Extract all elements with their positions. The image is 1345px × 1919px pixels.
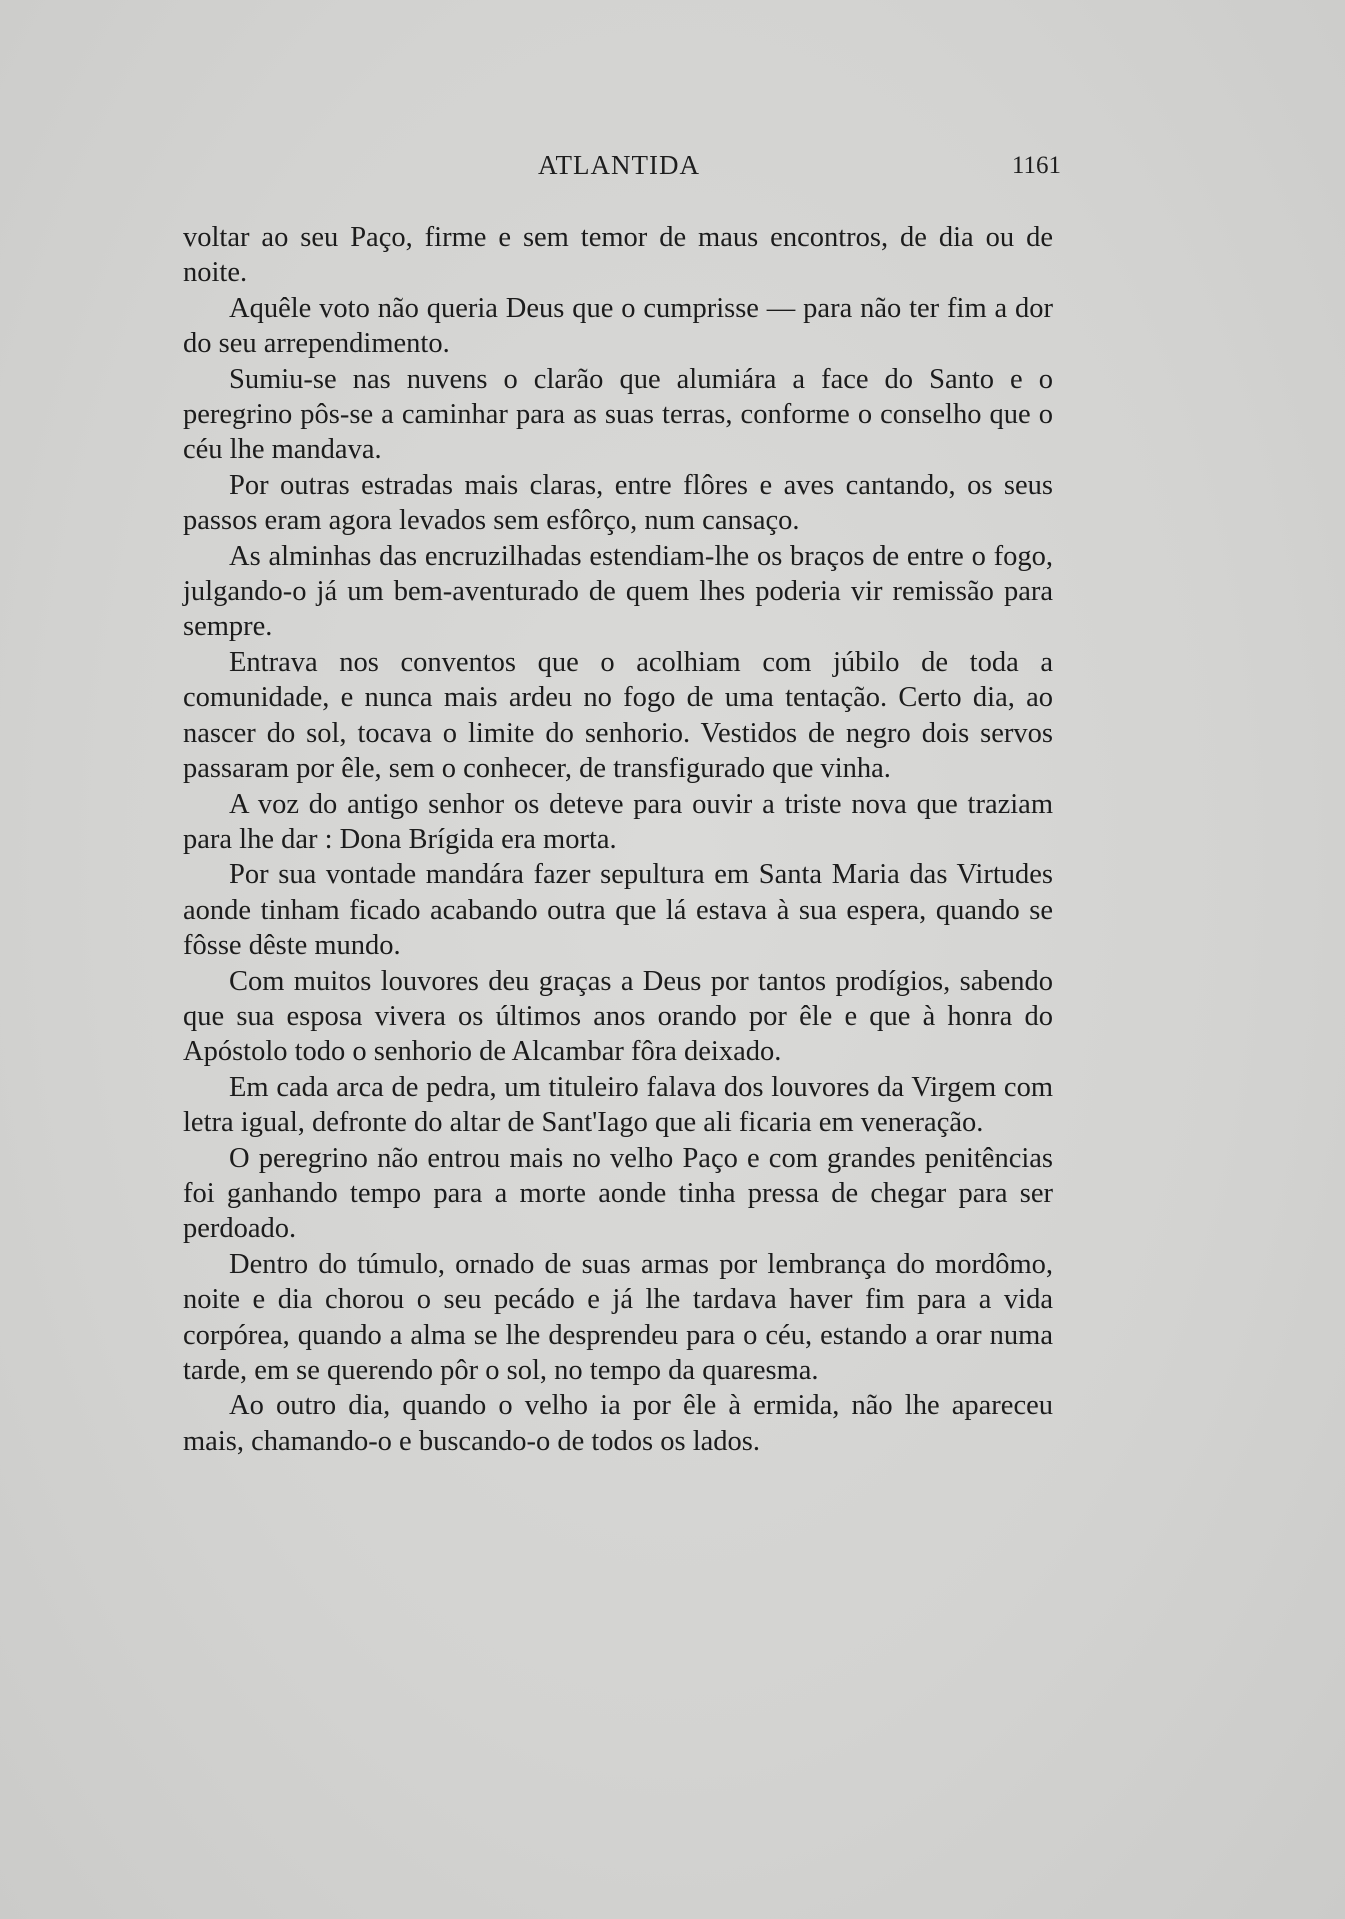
paragraph-8: Por sua vontade mandára fazer sepultura em Santa Maria das Virtudes aonde tinham ficado acabando outra que lá estava à sua espera, quando se fôsse dêste mundo. [183,859,1053,962]
paragraph-2: Aquêle voto não queria Deus que o cumprisse — para não ter fim a dor do seu arrependimento. [183,292,1053,360]
paragraph-7: A voz do antigo senhor os deteve para ouvir a triste nova que traziam para lhe dar : Dona Brígida era morta. [183,788,1053,855]
paragraph-11: O peregrino não entrou mais no velho Paço e com grandes penitências foi ganhando tempo para a morte aonde tinha pressa de chegar para ser perdoado. [183,1142,1053,1245]
paragraph-3: Sumiu-se nas nuvens o clarão que alumiára a face do Santo e o peregrino pôs-se a caminhar para as suas terras, conforme o conselho que o céu lhe mandava. [183,363,1053,466]
page-header [183,150,1061,190]
paragraph-10: Em cada arca de pedra, um tituleiro falava dos louvores da Virgem com letra igual, defronte do altar de Sant'Iago que ali ficaria em veneração. [183,1071,1053,1139]
paragraph-1: voltar ao seu Paço, firme e sem temor de maus encontros, de dia ou de noite. [183,222,1053,289]
paragraph-9: Com muitos louvores deu graças a Deus por tantos prodígios, sabendo que sua esposa vivera os últimos anos orando por êle e que à honra do Apóstolo todo o senhorio de Alcambar fôra deixado. [183,965,1053,1068]
page-number: 1161 [1011,152,1061,179]
body-text [183,220,1053,1459]
paragraph-13: Ao outro dia, quando o velho ia por êle à ermida, não lhe apareceu mais, chamando-o e buscando-o de todos os lados. [183,1390,1053,1457]
paragraph-6: Entrava nos conventos que o acolhiam com júbilo de toda a comunidade, e nunca mais ardeu no fogo de uma tentação. Certo dia, ao nascer do sol, tocava o limite do senhorio. Vestidos de negro dois servos passaram por êle, sem o conhecer, de transfigurado que vinha. [183,646,1053,785]
paragraph-5: As alminhas das encruzilhadas estendiam-lhe os braços de entre o fogo, julgando-o já um bem-aventurado de quem lhes poderia vir remissão para sempre. [183,540,1053,643]
running-title: ATLANTIDA [538,150,700,180]
paragraph-12: Dentro do túmulo, ornado de suas armas por lembrança do mordômo, noite e dia chorou o seu pecádo e já lhe tardava haver fim para a vida corpórea, quando a alma se lhe desprendeu para o céu, estando a orar numa tarde, em se querendo pôr o sol, no tempo da quaresma. [183,1248,1053,1386]
paragraph-4: Por outras estradas mais claras, entre flôres e aves cantando, os seus passos eram agora levados sem esfôrço, num cansaço. [183,469,1053,537]
